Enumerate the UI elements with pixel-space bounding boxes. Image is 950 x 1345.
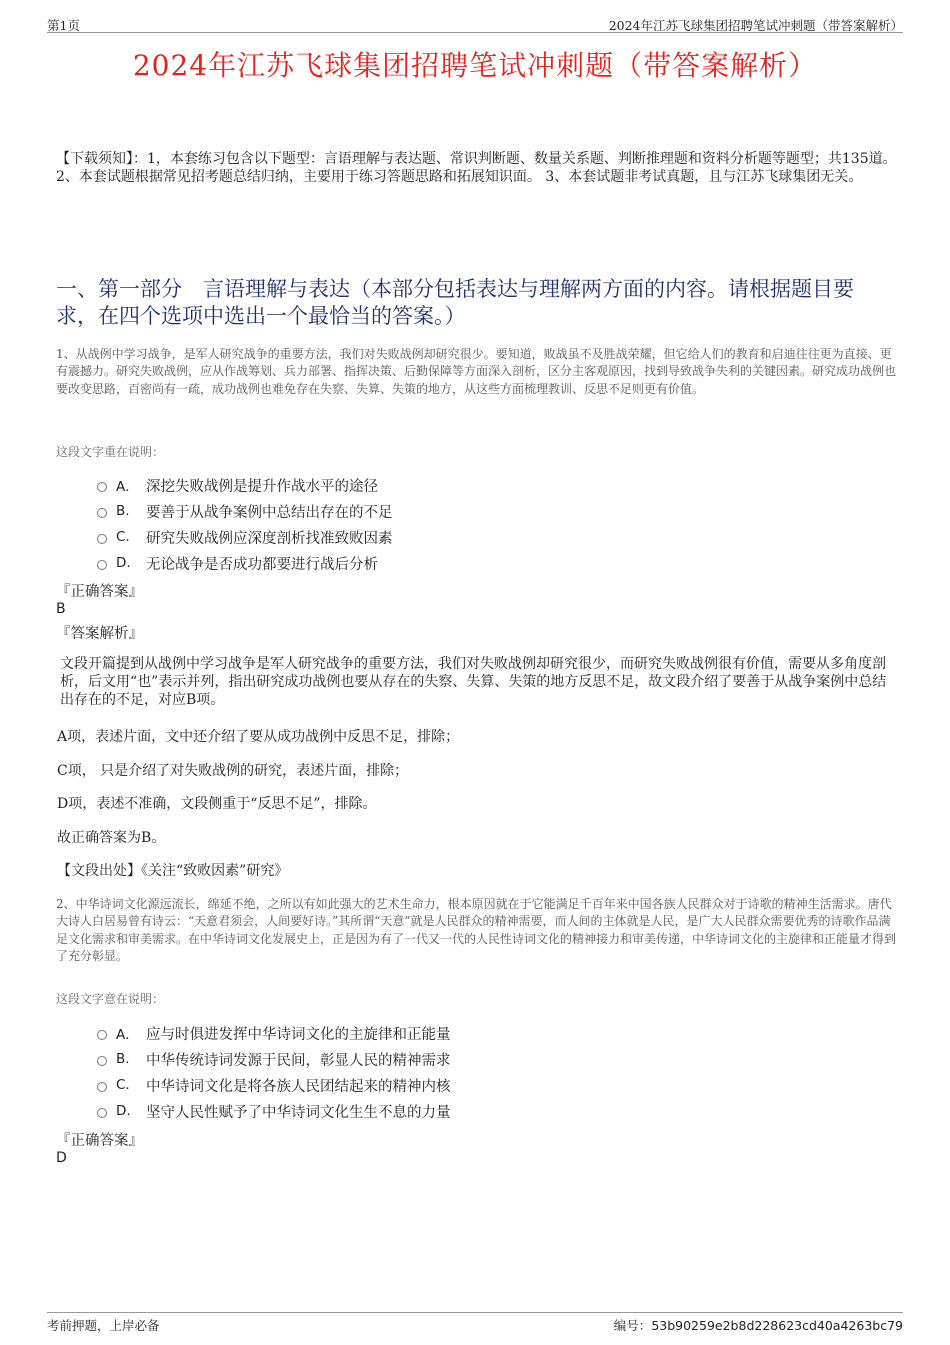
correct-answer: D	[56, 1150, 67, 1166]
option-text: 中华传统诗词发源于民间，彰显人民的精神需求	[146, 1052, 451, 1069]
code-label: 编号：	[613, 1318, 652, 1333]
option-c[interactable]	[97, 1072, 451, 1098]
page-header	[47, 14, 903, 33]
header-doc-title: 2024年江苏飞球集团招聘笔试冲刺题（带答案解析）	[608, 18, 903, 33]
page-number: 第1页	[47, 18, 80, 33]
option-key: D.	[116, 1103, 131, 1119]
question-1-text: 1、从战例中学习战争，是军人研究战争的重要方法，我们对失败战例却研究很少。要知道，败战虽不及胜战荣耀，但它给人们的教育和启迪往往更为直接、更有震撼力。研究失败战例，应从作战筹划、兵力部署、指挥决策、后勤保障等方面深入剖析，区分主客观原因，找到导致战争失利的关键因素。研究成功战例也要改变思路，百密尚有一疏，成功战例也难免存在失察、失算、失策的地方，从这些方面梳理教训、反思不足则更有价值。	[56, 347, 897, 396]
option-text: 坚守人民性赋予了中华诗词文化生生不息的力量	[146, 1104, 451, 1121]
analysis-label: 『答案解析』	[56, 626, 143, 642]
question-1-options	[97, 472, 393, 576]
radio-button[interactable]	[97, 560, 107, 570]
radio-button[interactable]	[97, 482, 107, 492]
option-c[interactable]	[97, 524, 393, 550]
analysis-text: 文段开篇提到从战例中学习战争是军人研究战争的重要方法，我们对失败战例却研究很少，而研究失败战例很有价值，需要从多角度剖析，后文用“也”表示并列，指出研究成功战例也要从存在的失察、失算、失策的地方反思不足，故文段介绍了要善于从战争案例中总结出存在的不足，对应B项。	[60, 656, 887, 708]
radio-button[interactable]	[97, 534, 107, 544]
analysis-conclusion: 故正确答案为B。	[57, 830, 166, 846]
section-title: 一、第一部分 言语理解与表达（本部分包括表达与理解两方面的内容。请根据题目要求，在四个选项中选出一个最恰当的答案。）	[56, 277, 854, 328]
correct-answer-label: 『正确答案』	[56, 584, 143, 600]
analysis-line-a: A项，表述片面，文中还介绍了要从成功战例中反思不足，排除；	[57, 729, 460, 745]
radio-button[interactable]	[97, 1056, 107, 1066]
option-b[interactable]	[97, 498, 393, 524]
code-value: 53b90259e2b8d228623cd40a4263bc79	[651, 1318, 903, 1333]
footer-code	[614, 1316, 903, 1334]
option-key: D.	[116, 555, 131, 571]
radio-button[interactable]	[97, 1030, 107, 1040]
option-key: A．	[116, 479, 139, 495]
question-2-options	[97, 1020, 451, 1124]
option-key: B.	[116, 1051, 130, 1067]
text-source: 【文段出处】《关注“致败因素”研究》	[57, 863, 289, 879]
analysis-line-d: D项，表述不准确，文段侧重于“反思不足”，排除。	[57, 796, 377, 812]
radio-button[interactable]	[97, 1108, 107, 1118]
option-text: 深挖失败战例是提升作战水平的途径	[146, 478, 378, 495]
option-key: B.	[116, 503, 130, 519]
radio-button[interactable]	[97, 508, 107, 518]
question-2-prompt: 这段文字意在说明：	[56, 992, 165, 1006]
option-key: C.	[116, 1077, 130, 1093]
option-text: 中华诗词文化是将各族人民团结起来的精神内核	[146, 1078, 451, 1095]
option-text: 应与时俱进发挥中华诗词文化的主旋律和正能量	[146, 1026, 451, 1043]
option-b[interactable]	[97, 1046, 451, 1072]
option-text: 要善于从战争案例中总结出存在的不足	[146, 504, 393, 521]
page-title: 2024年江苏飞球集团招聘笔试冲刺题（带答案解析）	[132, 49, 818, 82]
option-key: A．	[116, 1027, 139, 1043]
option-d[interactable]	[97, 1098, 451, 1124]
option-a[interactable]	[97, 1020, 451, 1046]
correct-answer: B	[56, 601, 66, 617]
option-key: C.	[116, 529, 130, 545]
option-text: 研究失败战例应深度剖析找准致败因素	[146, 530, 393, 547]
download-notice: 【下载须知】：1，本套练习包含以下题型：言语理解与表达题、常识判断题、数量关系题、判断推理题和资料分析题等题型；共135道。 2、本套试题根据常见招考题总结归纳，主要用于练习答题思路和拓展知识面。 3、本套试题非考试真题，且与江苏飞球集团无关。	[56, 151, 897, 185]
question-2-text: 2、中华诗词文化源远流长，绵延不绝，之所以有如此强大的艺术生命力，根本原因就在于它能满足千百年来中国各族人民群众对于诗歌的精神生活需求。唐代大诗人白居易曾有诗云：“天意君须会，人间要好诗。”其所谓“天意”就是人民群众的精神需要，而人间的主体就是人民，是广大人民群众需要优秀的诗歌作品满足文化需求和审美需求。在中华诗词文化发展史上，正是因为有了一代又一代的人民性诗词文化的精神接力和审美传递，中华诗词文化的主旋律和正能量才得到了充分彰显。	[56, 897, 897, 963]
radio-button[interactable]	[97, 1082, 107, 1092]
footer-slogan: 考前押题，上岸必备	[47, 1318, 160, 1333]
option-a[interactable]	[97, 472, 393, 498]
option-text: 无论战争是否成功都要进行战后分析	[146, 556, 378, 573]
page-footer	[47, 1312, 903, 1331]
option-d[interactable]	[97, 550, 393, 576]
analysis-line-c: C项， 只是介绍了对失败战例的研究，表述片面，排除；	[57, 763, 409, 779]
correct-answer-label: 『正确答案』	[56, 1133, 143, 1149]
question-1-prompt: 这段文字重在说明：	[56, 445, 165, 459]
